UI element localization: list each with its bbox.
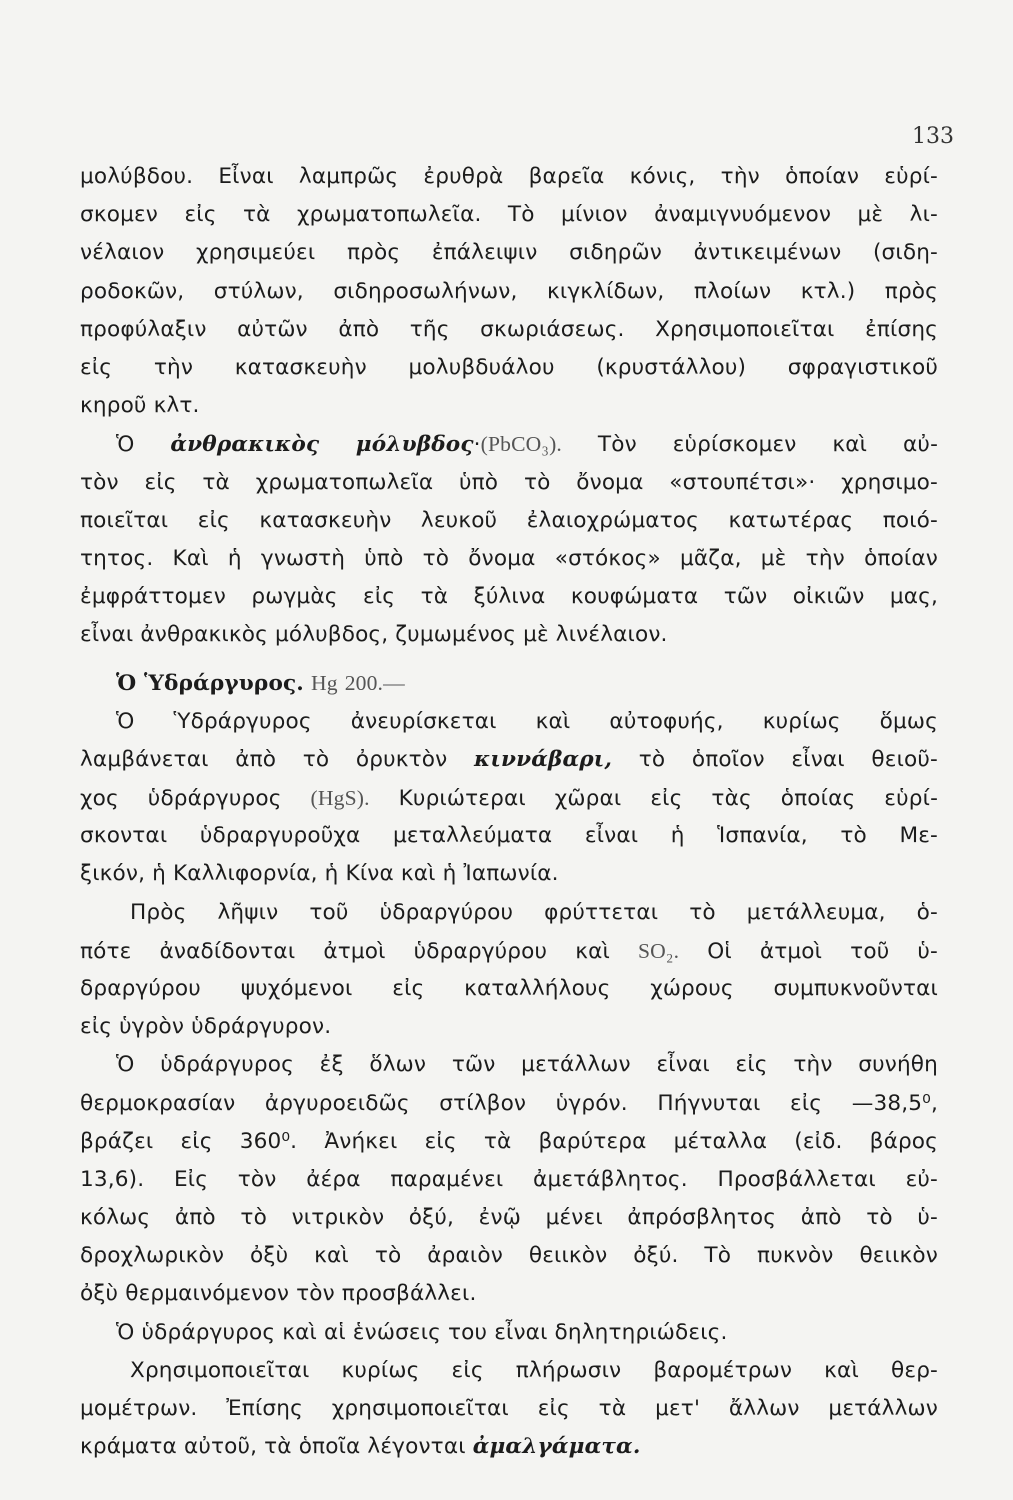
text-line: ἐμφράττομεν ρωγμὰς εἰς τὰ ξύλινα κουφώματα τῶν οἰκιῶν μας, (80, 584, 938, 610)
paragraph-mercury-occurrence (80, 703, 938, 894)
text-line: νέλαιον χρησιμεύει πρὸς ἐπάλειψιν σιδηρῶν ἀντικειμένων (σιδη- (80, 240, 938, 266)
text-line: εἰς ὑγρὸν ὑδράργυρον. (80, 1014, 332, 1040)
text-line: προφύλαξιν αὐτῶν ἀπὸ τῆς σκωριάσεως. Χρησιμοποιεῖται ἐπίσης (80, 316, 938, 342)
text-line: τητος. Καὶ ἡ γνωστὴ ὑπὸ τὸ ὄνομα «στόκος» μᾶζα, μὲ τὴν ὁποίαν (80, 545, 938, 571)
text-line: Ὁ Ὑδράργυρος ἀνευρίσκεται καὶ αὐτοφυής, κυρίως ὅμως (116, 708, 938, 734)
text-line (80, 932, 938, 970)
text-line: ροδοκῶν, στύλων, σιδηροσωλήνων, κιγκλίδων, πλοίων κτλ.) πρὸς (80, 278, 938, 304)
element-symbol: Hg (310, 671, 338, 696)
atomic-weight: 200.— (344, 671, 405, 696)
text-line: θερμοκρασίαν ἀργυροειδῶς στίλβον ὑγρόν. Πήγνυται εἰς —38,5⁰, (80, 1090, 938, 1116)
text-span: τὸ ὁποῖον εἶναι θειοῦ- (638, 746, 938, 772)
text-span: Κυριώτεραι χῶραι εἰς τὰς ὁποίας εὑρί- (398, 786, 939, 811)
heading-title: Ὁ Ὑδράργυρος. (116, 671, 304, 697)
text-line: σκονται ὑδραργυροῦχα μεταλλεύματα εἶναι ἡ Ἱσπανία, τὸ Με- (80, 823, 938, 849)
section-gap (80, 654, 938, 664)
text-line: κηροῦ κλτ. (80, 393, 200, 419)
paragraph-minium (80, 158, 938, 425)
text-line: εἶναι ἀνθρακικὸς μόλυβδος, ζυμωμένος μὲ λινέλαιον. (80, 622, 668, 648)
text-line: κόλως ἀπὸ τὸ νιτρικὸν ὀξύ, ἐνῷ μένει ἀπρόσβλητος ἀπὸ τὸ ὑ- (80, 1205, 938, 1231)
text-line: 13,6). Εἰς τὸν ἀέρα παραμένει ἀμετάβλητος. Προσβάλλεται εὐ- (80, 1166, 938, 1192)
text-line (80, 779, 938, 817)
text-span: πότε ἀναδίδονται ἀτμοὶ ὑδραργύρου καὶ (80, 938, 610, 964)
text-line: Ὁ ὑδράργυρος ἐξ ὅλων τῶν μετάλλων εἶναι εἰς τὴν συνήθη (116, 1052, 938, 1078)
italic-term: κιννάβαρι, (474, 746, 613, 772)
text-span: Οἱ ἀτμοὶ τοῦ ὑ- (707, 938, 938, 964)
text-span: λαμβάνεται ἀπὸ τὸ ὀρυκτὸν (80, 746, 448, 772)
page-body (80, 158, 938, 1466)
chemical-formula: (PbCO₃). (480, 432, 562, 457)
text-line: δραργύρου ψυχόμενοι εἰς καταλλήλους χώρους συμπυκνοῦνται (80, 975, 938, 1001)
text-line: μολύβδου. Εἶναι λαμπρῶς ἐρυθρὰ βαρεῖα κόνις, τὴν ὁποίαν εὑρί- (80, 164, 938, 189)
text-line: Ὁ ὑδράργυρος καὶ αἱ ἑνώσεις του εἶναι δηλητηριώδεις. (116, 1319, 728, 1345)
italic-term: ἀμαλγάματα. (472, 1434, 641, 1460)
text-line (80, 1428, 938, 1466)
section-heading (80, 664, 938, 702)
paragraph-mercury-uses (80, 1352, 938, 1467)
text-line: ὀξὺ θερμαινόμενον τὸν προσβάλλει. (80, 1281, 477, 1307)
text-line: εἰς τὴν κατασκευὴν μολυβδυάλου (κρυστάλλου) σφραγιστικοῦ (80, 354, 938, 380)
text-line: ξικόν, ἡ Καλλιφορνία, ἡ Κίνα καὶ ἡ Ἰαπωνία. (80, 861, 559, 887)
chemical-formula: (HgS). (310, 786, 370, 810)
paragraph-lead-carbonate (80, 425, 938, 654)
text-line: δροχλωρικὸν ὀξὺ καὶ τὸ ἀραιὸν θειικὸν ὀξύ. Τὸ πυκνὸν θειικὸν (80, 1243, 938, 1269)
text-line: σκομεν εἰς τὰ χρωματοπωλεῖα. Τὸ μίνιον ἀναμιγνυόμενον μὲ λι- (80, 202, 938, 228)
text-line (80, 741, 938, 779)
text-span: κράματα αὐτοῦ, τὰ ὁποῖα λέγονται (80, 1434, 466, 1460)
text-line: ποιεῖται εἰς κατασκευὴν λευκοῦ ἐλαιοχρώματος κατωτέρας ποιό- (80, 507, 938, 533)
text-span: χος ὑδράργυρος (80, 786, 282, 811)
chemical-formula: SO₂. (638, 938, 680, 963)
text-line: τὸν εἰς τὰ χρωματοπωλεῖα ὑπὸ τὸ ὄνομα «στουπέτσι»· χρησιμο- (80, 469, 938, 495)
page-number: 133 (912, 124, 954, 149)
text-line (80, 425, 938, 463)
paragraph-mercury-properties (80, 1046, 938, 1313)
text-line: μομέτρων. Ἐπίσης χρησιμοποιεῖται εἰς τὰ μετ' ἄλλων μετάλλων (80, 1396, 938, 1421)
paragraph-mercury-toxicity (80, 1314, 938, 1352)
text-span: · (473, 432, 481, 458)
text-span: Τὸν εὑρίσκομεν καὶ αὐ- (597, 432, 939, 458)
text-line: βράζει εἰς 360⁰. Ἀνήκει εἰς τὰ βαρύτερα μέταλλα (εἰδ. βάρος (80, 1128, 938, 1154)
text-span: Ὁ (116, 432, 135, 458)
text-line: Πρὸς λῆψιν τοῦ ὑδραργύρου φρύττεται τὸ μετάλλευμα, ὁ- (130, 899, 938, 925)
italic-term: ἀνθρακικὸς μόλυβδος (170, 432, 474, 458)
paragraph-mercury-extraction (80, 894, 938, 1047)
text-line: Χρησιμοποιεῖται κυρίως εἰς πλήρωσιν βαρομέτρων καὶ θερ- (130, 1357, 938, 1383)
